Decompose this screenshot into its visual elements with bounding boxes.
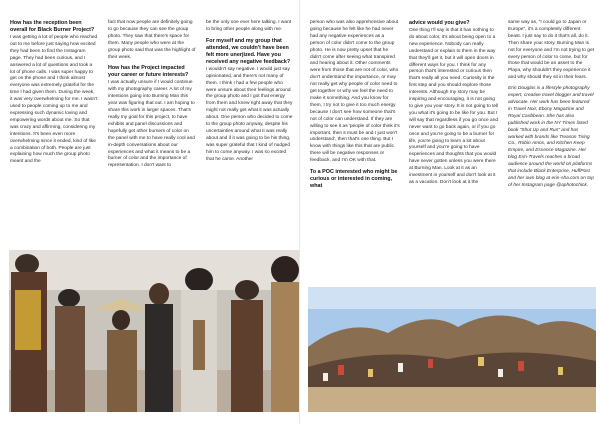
question-heading: How has the Project impacted your career or future interests? — [108, 65, 189, 79]
body-paragraph: same way as, "I could go to Japan or Europe", it's a completely different beast. I just say to do it that's all, do it. Then share your story. Burning Man is not for everyone and I'm not trying to get every person of color to come, but for those that would be an asset to the Playa, why shouldn't they experience it and why should they sit in their fears. — [508, 20, 594, 81]
body-paragraph: fact that now people are definitely going to go because they can see the group photo. They saw that there's space for them. Many people who were at the group photo said that was the highlight of their week. — [108, 20, 196, 60]
right-column-1 — [310, 20, 400, 191]
black-burner-group-photo — [308, 287, 596, 412]
body-paragraph: I was actually unsure if I would continue with my photography career. A lot of my intentions going into Burning Man this year was figuring that out. I am hoping to share this work in larger spaces. That's really my goal for this project, to have exhibits and panel discussions and hopefully get other burners of color on the panel with me to have really cool and in-depth conversations about our experiences and what it means to be a burner of color and the importance of representation. I don't want to — [108, 80, 195, 169]
body-paragraph: One thing I'll say is that it has nothing to do about color, it's about being open to a new experience. Nobody can really understand or explain to them in the way that they'll get it, but it will open doors in different ways for you. I think for any person that's interested or curious then that's really all you need. Curiosity is the first step and you should explore those interests. Although my story may be inspiring and encouraging, it is not going to give you your story. It is not going to tell you what it's going to be like for you. But I will say that regardless if you go once and never want to go back again, or if you go once and you're going to be a burner for life, you're going to learn a lot about yourself and you're going to have experiences and thoughts that you would have never gotten unless you were there at Burning Man. Look at it as an investment in yourself and don't look at it as a vacation. Don't look at it the — [409, 28, 499, 185]
costumed-burners-photo-art — [9, 250, 300, 412]
question-heading: To a POC interested who might be curious or interested in coming, what — [310, 169, 398, 190]
left-column-1 — [10, 20, 98, 170]
body-paragraph: I wouldn't say negative. I would just say opinionated, and there's not many of them. I think I had a few people who were unsure about their feelings around the group photo and I got that energy from them and knew right away that they might not really get what it was actually about. One person who decided to come to the group photo anyway, despite his uncertainties around what it was really about and if it was going to be his thing, was super grateful that I kind of nudged him to come anyway. I was so excited that he came. Another — [206, 66, 293, 162]
body-paragraph: person who was also apprehensive about going because he felt like he had never had any negative experiences as a person of color didn't come to the group photo. He is now pretty upset that he didn't come after seeing what transpired and hearing about it. Other comments were from those that are not of color, who don't understand the importance, or may not really get why people of color need to get together or why we feel the need to make it something. And you know for them, I try not to give it too much energy because I don't see how someone that's not of color can understand. If they are willing to see it as 'people of color think it's important, then it must be and I just won't understand', then that's one thing. But I know with things like this that are public there will be negative responses or feedback, and I'm OK with that. — [310, 20, 400, 164]
left-column-2 — [108, 20, 196, 174]
left-column-3 — [206, 20, 294, 168]
question-heading: advice would you give? — [409, 20, 470, 26]
body-paragraph: I was getting a lot of people who reached out to me before just saying how excited they had been to find the Instagram page. They had been curious, and I answered a lot of questions and took a lot of phone calls. I was super happy to get on the phone and I think almost everyone was extremely grateful for the time I had given them. During the week, it was very overwhelming for me. I wasn't used to people coming up to me and expressing such dynamic loving and empowering words about me. So that was crazy and affirming, considering my intentions. It's been even more overwhelming since it ended, kind of like a combination of both. People are just explaining how much the group photo meant and the — [10, 35, 98, 165]
question-heading: How has the reception been overall for Black Burner Project? — [10, 20, 95, 33]
group-photo-art — [308, 287, 596, 412]
right-column-2 — [409, 20, 499, 191]
body-paragraph: be the only one ever here talking. I want to bring other people along with me. — [206, 20, 292, 32]
right-page — [300, 0, 600, 424]
question-heading: For myself and my group that attended, we couldn't have been felt more unerjized. Have you received any negative feedback? — [206, 37, 291, 65]
author-bio: Erin Douglas is a lifestyle photography expert, creative travel blogger and travel advocate. Her work has been featured in Travel Noir, Ebony Magazine and Royal Caribbean. She has also published work in the NY Times listed book "Shut Up and Run" and has worked with brands like Treason Tiring Co., Robin Amos, and Kitchen Keep Empire, and Essence Magazine. Her blog Erin-Travels reaches a broad audience around the world on platforms that include Black Enterprise, HuffPost and her own blog at erin-sha.com on top of her Instagram page @aphotochick. — [508, 86, 594, 188]
costumed-burners-desert-photo — [9, 250, 300, 412]
right-column-3 — [508, 20, 594, 194]
